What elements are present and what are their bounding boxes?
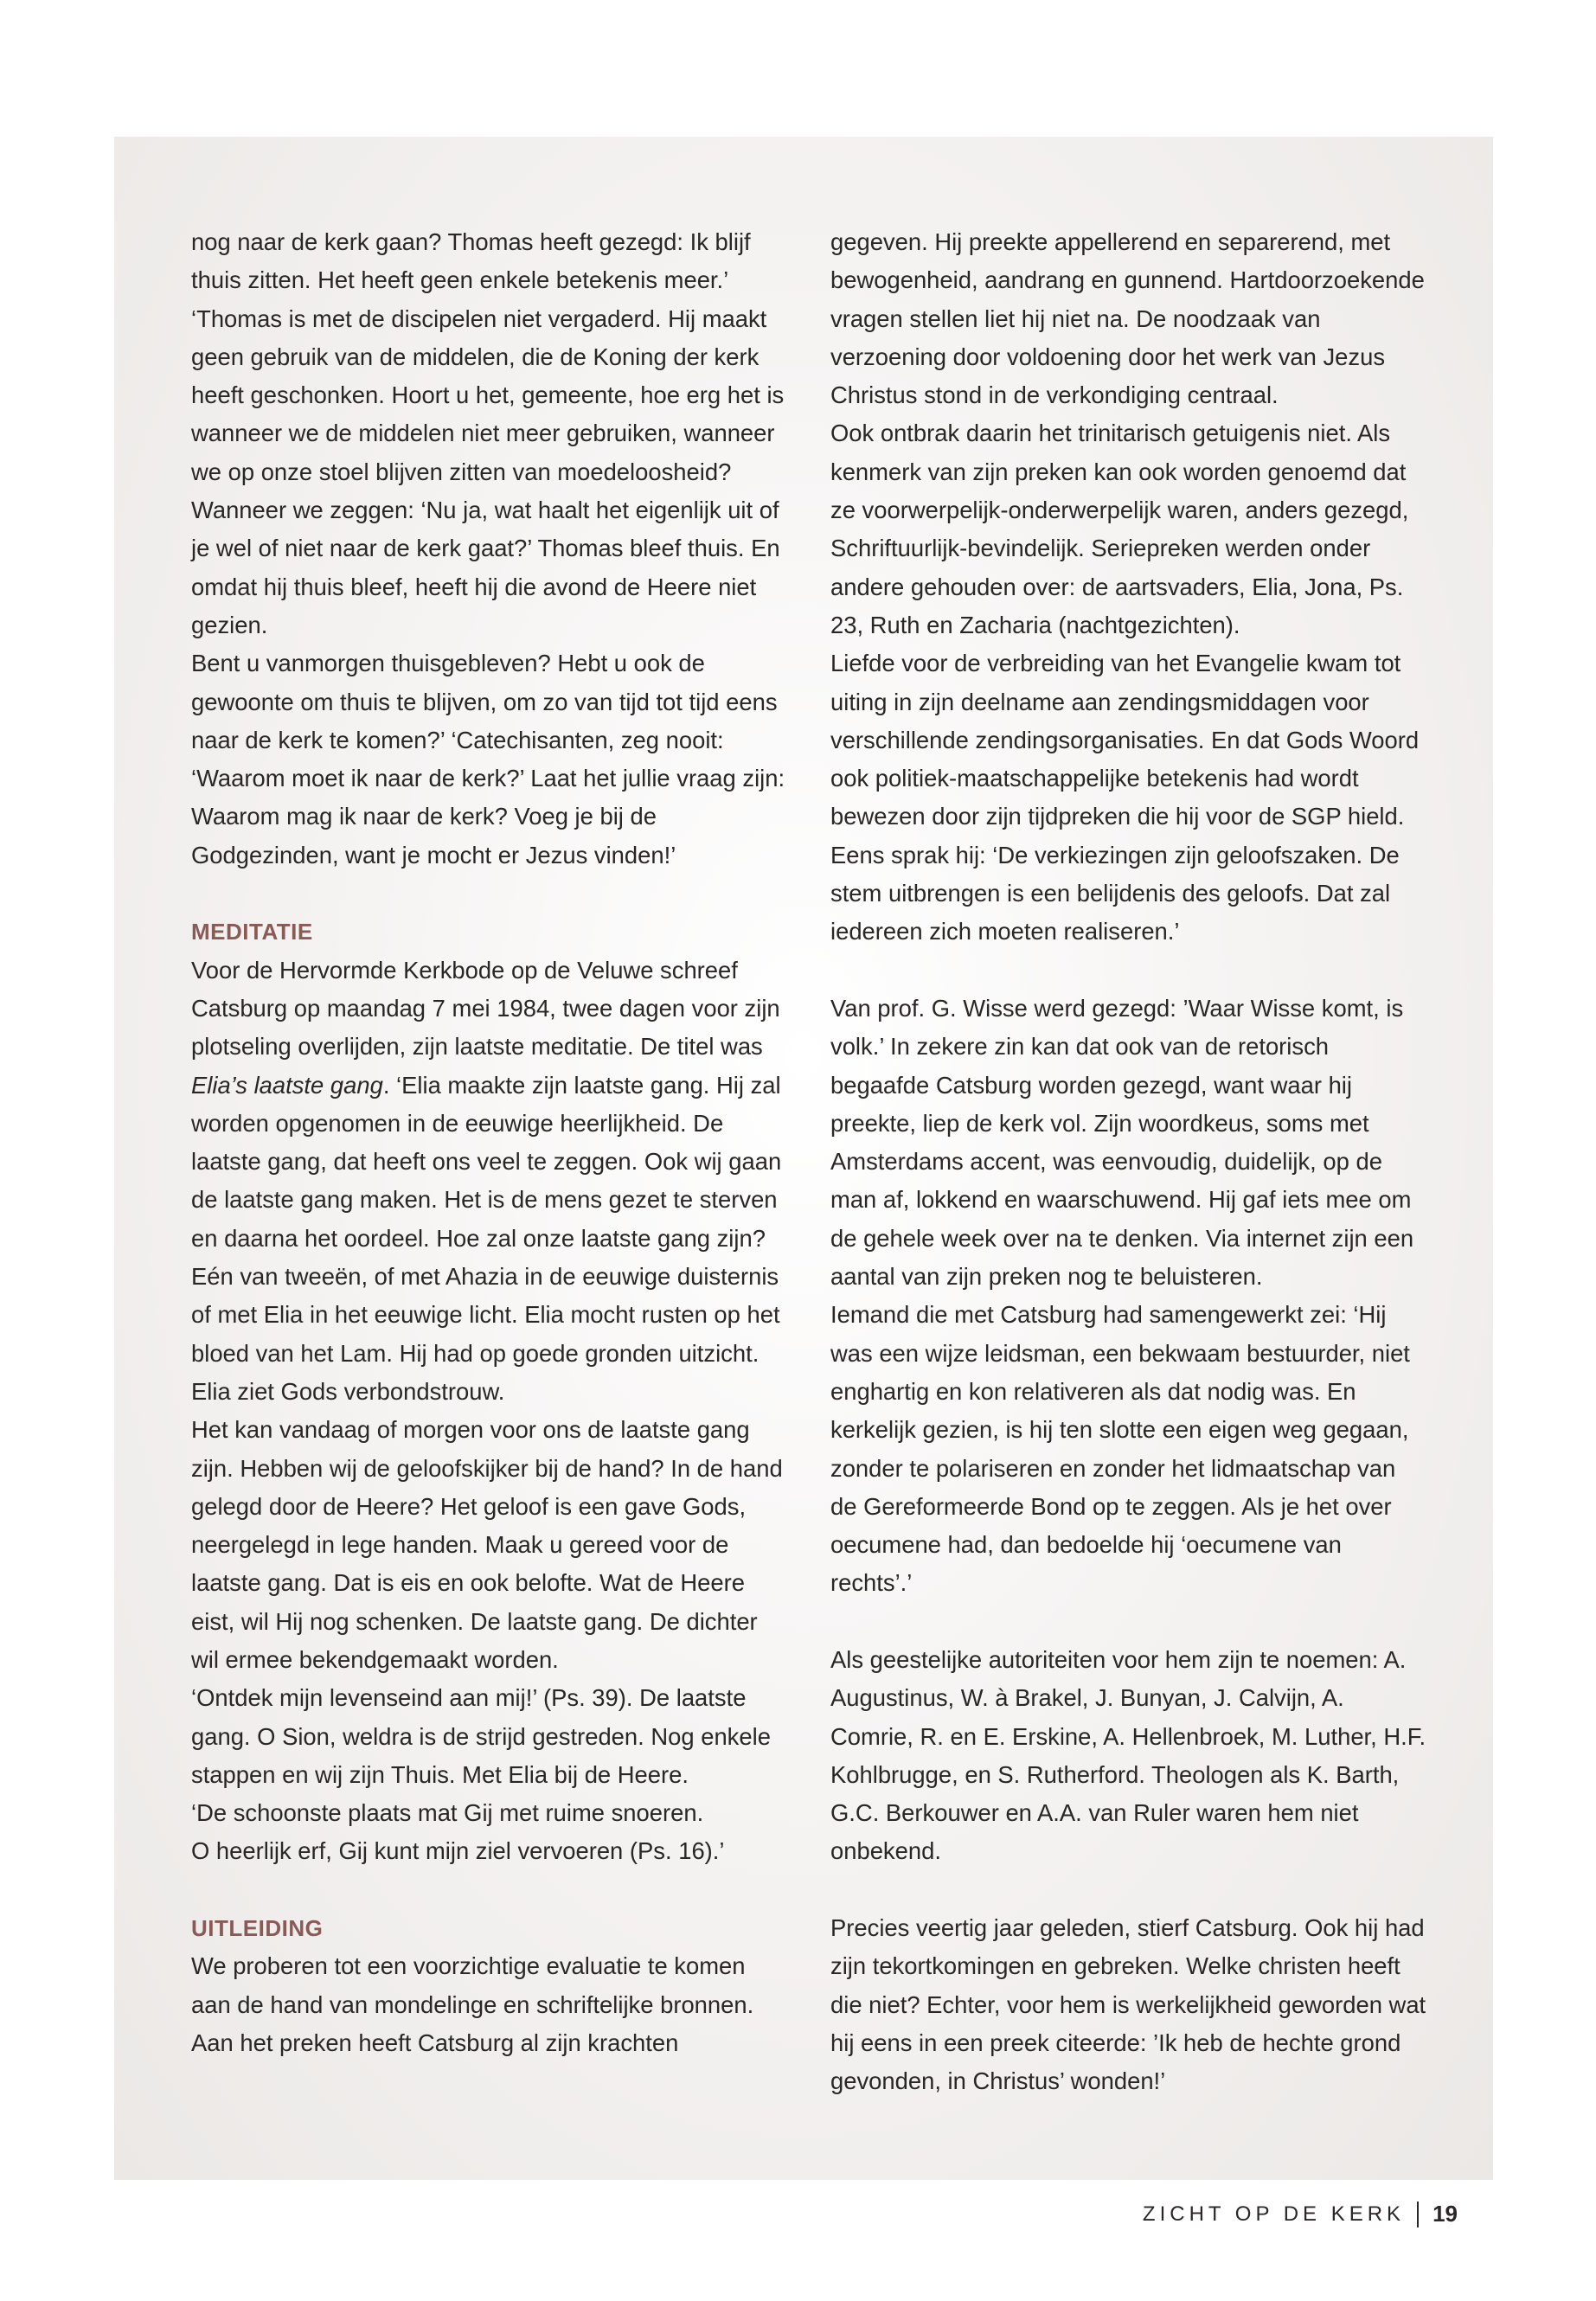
paragraph: Van prof. G. Wisse werd gezegd: ’Waar Wisse komt, is volk.’ In zekere zin kan dat ook van de retorisch begaafde Catsburg worden gezegd, want waar hij preekte, liep de kerk vol. Zijn woordkeus, soms met Amsterdams accent, was eenvoudig, duidelijk, op de man af, lokkend en waarschuwend. Hij gaf iets mee om de gehele week over na te denken. Via internet zijn een aantal van zijn preken nog te beluisteren. — [830, 994, 1414, 1291]
paragraph: Ook ontbrak daarin het trinitarisch getuigenis niet. Als kenmerk van zijn preken kan ook worden genoemd dat ze voorwerpelijk-onderwerpelijk waren, anders gezegd, Schriftuurlijk-bevindelijk. Seriepreken werden onder andere gehouden over: de aartsvaders, Elia, Jona, Ps. 23, Ruth en Zacharia (nachtgezichten). — [830, 420, 1409, 638]
paragraph: Als geestelijke autoriteiten voor hem zijn te noemen: A. Augustinus, W. à Brakel, J. Bunyan, J. Calvijn, A. Comrie, R. en E. Erskine, A. Hellenbroek, M. Luther, H.F. Kohlbrugge, en S. Rutherford. Theologen als K. Barth, G.C. Berkouwer en A.A. van Ruler waren hem niet onbekend. — [830, 1645, 1426, 1865]
paragraph: nog naar de kerk gaan? Thomas heeft gezegd: Ik blijf thuis zitten. Het heeft geen enkele betekenis meer.’ ‘Thomas is met de discipelen niet vergaderd. Hij maakt geen gebruik van de middelen, die de Koning der kerk heeft geschonken. Hoort u het, gemeente, hoe erg het is wanneer we de middelen niet meer gebruiken, wanneer we op onze stoel blijven zitten van moedeloosheid? Wanneer we zeggen: ‘Nu ja, wat haalt het eigenlijk uit of je wel of niet naar de kerk gaat?’ Thomas bleef thuis. En omdat hij thuis bleef, heeft hij die avond de Heere niet gezien. — [191, 228, 785, 638]
article-panel — [114, 137, 1493, 2180]
text-segment: . ‘Elia maakte zijn laatste gang. Hij zal worden opgenomen in de eeuwige heerlijkheid. De laatste gang, dat heeft ons veel te zeggen. Ook wij gaan de laatste gang maken. Het is de mens gezet te sterven en daarna het oordeel. Hoe zal onze laatste gang zijn? Eén van tweeën, of met Ahazia in de eeuwige duisternis of met Elia in het eeuwige licht. Elia mocht rusten op het bloed van het Lam. Hij had op goede gronden uitzicht. — [191, 1071, 782, 1367]
paragraph: Iemand die met Catsburg had samengewerkt zei: ‘Hij was een wijze leidsman, een bekwaam bestuurder, niet enghartig en kon relativeren als dat nodig was. En kerkelijk gezien, is hij ten slotte een eigen weg gegaan, zonder te polariseren en zonder het lidmaatschap van de Gereformeerde Bond op te zeggen. Als je het over oecumene had, dan bedoelde hij ‘oecumene van rechts’.’ — [830, 1301, 1410, 1597]
paragraph — [191, 952, 788, 1373]
publication-name: ZICHT OP DE KERK — [1142, 2202, 1406, 2226]
page-number: 19 — [1433, 2201, 1458, 2227]
paragraph: Liefde voor de verbreiding van het Evangelie kwam tot uiting in zijn deelname aan zendingsmiddagen voor verschillende zendingsorganisaties. En dat Gods Woord ook politiek-maatschappelijke betekenis had wordt bewezen door zijn tijdpreken die hij voor de SGP hield. Eens sprak hij: ‘De verkiezingen zijn geloofszaken. De stem uitbrengen is een belijdenis des geloofs. Dat zal iedereen zich moeten realiseren.’ — [830, 650, 1420, 945]
quote-line: O heerlijk erf, Gij kunt mijn ziel vervoeren (Ps. 16).’ — [191, 1837, 725, 1865]
section-heading-meditatie: MEDITATIE — [191, 919, 313, 945]
paragraph: Bent u vanmorgen thuisgebleven? Hebt u ook de gewoonte om thuis te blijven, om zo van tijd tot tijd eens naar de kerk te komen?’ ‘Catechisanten, zeg nooit: ‘Waarom moet ik naar de kerk?’ Laat het jullie vraag zijn: Waarom mag ik naar de kerk? Voeg je bij de Godgezinden, want je mocht er Jezus vinden!’ — [191, 650, 785, 868]
paragraph-gap — [191, 1871, 788, 1909]
quote-line: ‘De schoonste plaats mat Gij met ruime snoeren. — [191, 1799, 704, 1827]
right-column — [830, 223, 1427, 2101]
paragraph-gap — [191, 875, 788, 913]
paragraph-gap — [830, 1871, 1427, 1909]
paragraph-gap — [830, 952, 1427, 990]
meditation-title: Elia’s laatste gang — [191, 1071, 383, 1099]
paragraph: We proberen tot een voorzichtige evaluatie te komen aan de hand van mondelinge en schriftelijke bronnen. Aan het preken heeft Catsburg al zijn krachten — [191, 1952, 754, 2056]
paragraph-gap — [830, 1603, 1427, 1641]
text-segment: Voor de Hervormde Kerkbode op de Veluwe schreef Catsburg op maandag 7 mei 1984, twee dagen voor zijn plotseling overlijden, zijn laatste meditatie. De titel was — [191, 956, 780, 1061]
paragraph: Precies veertig jaar geleden, stierf Catsburg. Ook hij had zijn tekortkomingen en gebreken. Welke christen heeft die niet? Echter, voor hem is werkelijkheid geworden wat hij eens in een preek citeerde: ’Ik heb de hechte grond gevonden, in Christus’ wonden!’ — [830, 1914, 1426, 2095]
page-footer — [1143, 2201, 1458, 2227]
footer-divider — [1417, 2202, 1419, 2227]
paragraph: gegeven. Hij preekte appellerend en separerend, met bewogenheid, aandrang en gunnend. Hartdoorzoekende vragen stellen liet hij niet na. De noodzaak van verzoening door voldoening door het werk van Jezus Christus stond in de verkondiging centraal. — [830, 228, 1425, 409]
section-heading-uitleiding: UITLEIDING — [191, 1915, 324, 1942]
paragraph: ‘Ontdek mijn levenseind aan mij!’ (Ps. 39). De laatste gang. O Sion, weldra is de strijd gestreden. Nog enkele stappen en wij zijn Thuis. Met Elia bij de Heere. — [191, 1684, 771, 1788]
paragraph: Het kan vandaag of morgen voor ons de laatste gang zijn. Hebben wij de geloofskijker bij de hand? In de hand gelegd door de Heere? Het geloof is een gave Gods, neergelegd in lege handen. Maak u gereed voor de laatste gang. Dat is eis en ook belofte. Wat de Heere eist, wil Hij nog schenken. De laatste gang. De dichter wil ermee bekendgemaakt worden. — [191, 1416, 783, 1673]
left-column — [191, 223, 788, 2062]
paragraph: Elia ziet Gods verbondstrouw. — [191, 1377, 505, 1405]
